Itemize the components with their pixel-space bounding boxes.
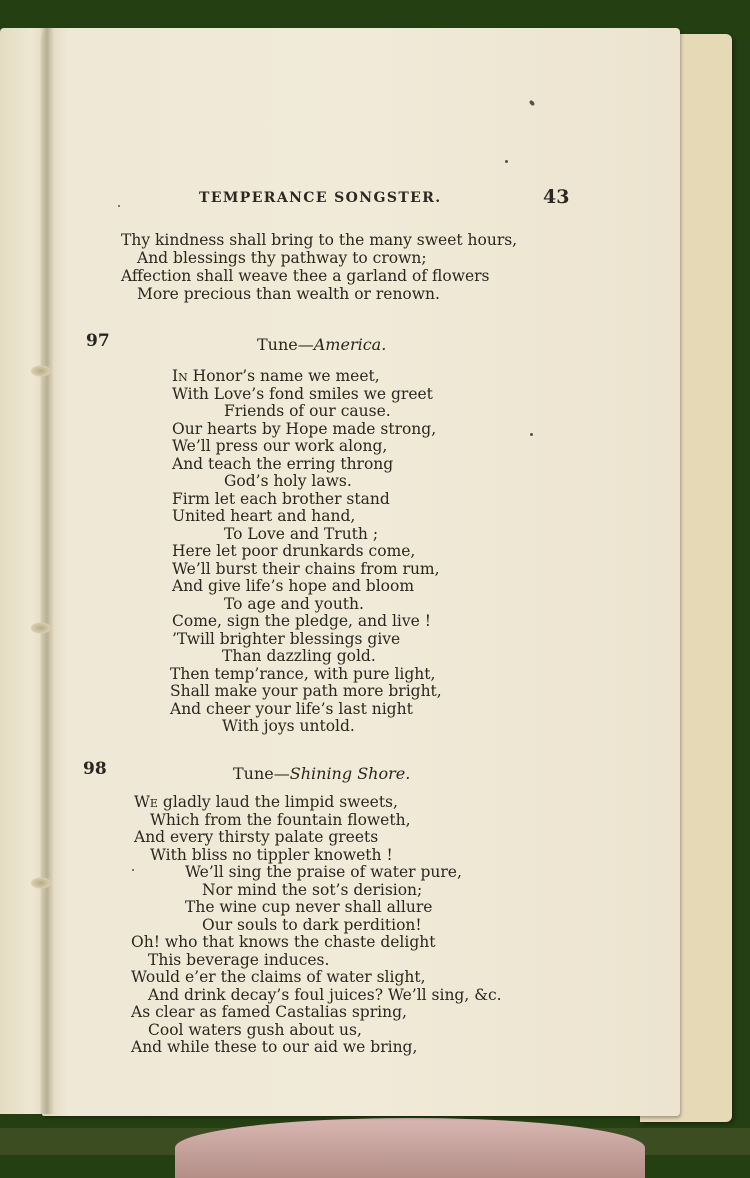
verse-line: Here let poor drunkards come, (172, 542, 416, 560)
verse-line: Come, sign the pledge, and live ! (172, 612, 431, 630)
verse-line: We’ll burst their chains from rum, (172, 559, 440, 578)
hymn-number: 98 (83, 759, 107, 779)
verse-line: Shall make your path more bright, (170, 682, 442, 700)
tune-name: Shining Shore. (289, 764, 411, 783)
verse-line: Cool waters gush about us, (148, 1020, 362, 1039)
verse-line: This beverage induces. (148, 950, 330, 969)
tune-prefix: Tune— (257, 335, 314, 354)
verse-line: United heart and hand, (172, 507, 356, 525)
tune-line (257, 336, 386, 353)
ink-speck (530, 433, 533, 436)
verse-line: To age and youth. (224, 594, 364, 613)
verse-line: Our souls to dark perdition! (202, 915, 422, 934)
verse-line: And teach the erring throng (172, 454, 394, 473)
verse-line: Firm let each brother stand (172, 489, 390, 508)
verse-line: With Love’s fond smiles we greet (172, 384, 433, 403)
running-title: TEMPERANCE SONGSTER. (199, 190, 442, 206)
verse-line: Nor mind the sot’s derision; (202, 880, 423, 899)
verse-line: Would e’er the claims of water slight, (131, 968, 426, 986)
ink-speck (132, 869, 134, 871)
drop-cap-word: We (134, 793, 158, 811)
verse-line: God’s holy laws. (224, 472, 352, 490)
verse-line: As clear as famed Castalias spring, (131, 1003, 407, 1021)
verse-line: To Love and Truth ; (224, 524, 379, 543)
verse-line: And give life’s hope and bloom (172, 577, 415, 595)
verse-line: With joys untold. (222, 717, 355, 735)
verse-line: And drink decay’s foul juices? We’ll sing, &c. (148, 985, 502, 1004)
verse-line: And every thirsty palate greets (134, 828, 379, 846)
verse-line: We’ll sing the praise of water pure, (185, 863, 462, 881)
verse-line: Then temp’rance, with pure light, (170, 664, 436, 683)
tune-name: America. (313, 335, 387, 354)
verse-line-rest: Honor’s name we meet, (187, 367, 380, 385)
hymn-number: 97 (86, 331, 110, 351)
verse-line: The wine cup never shall allure (185, 898, 433, 916)
binding-stitch (30, 622, 52, 634)
verse-line: And cheer your life’s last night (170, 699, 413, 718)
ink-speck (118, 205, 120, 207)
verse-line: And while these to our aid we bring, (131, 1038, 418, 1056)
verse-line: ’Twill brighter blessings give (172, 629, 401, 648)
ink-speck (505, 160, 508, 163)
verse-line: Than dazzling gold. (222, 647, 376, 665)
verse-line: Friends of our cause. (224, 402, 391, 420)
verse-line: Our hearts by Hope made strong, (172, 419, 437, 438)
page-number: 43 (543, 186, 570, 208)
tune-prefix: Tune— (233, 764, 290, 783)
verse-line (134, 794, 398, 811)
verse-line: Oh! who that knows the chaste delight (131, 933, 436, 951)
binding-stitch (30, 877, 52, 889)
verse-line-rest: gladly laud the limpid sweets, (157, 793, 398, 811)
verse-line (172, 368, 380, 385)
stanza-line: And blessings thy pathway to crown; (137, 249, 427, 267)
stanza-line: Thy kindness shall bring to the many sweet hours, (121, 231, 518, 249)
page-gutter (40, 28, 54, 1114)
verse-line: We’ll press our work along, (172, 437, 388, 455)
binding-stitch (30, 365, 52, 377)
verse-line: Which from the fountain floweth, (150, 810, 411, 829)
tune-line (233, 765, 410, 782)
verse-line: With bliss no tippler knoweth ! (150, 845, 393, 864)
holding-thumb (175, 1118, 645, 1178)
stanza-line: More precious than wealth or renown. (137, 285, 440, 303)
stanza-line: Affection shall weave thee a garland of flowers (121, 267, 490, 285)
drop-cap-word: In (172, 367, 188, 385)
